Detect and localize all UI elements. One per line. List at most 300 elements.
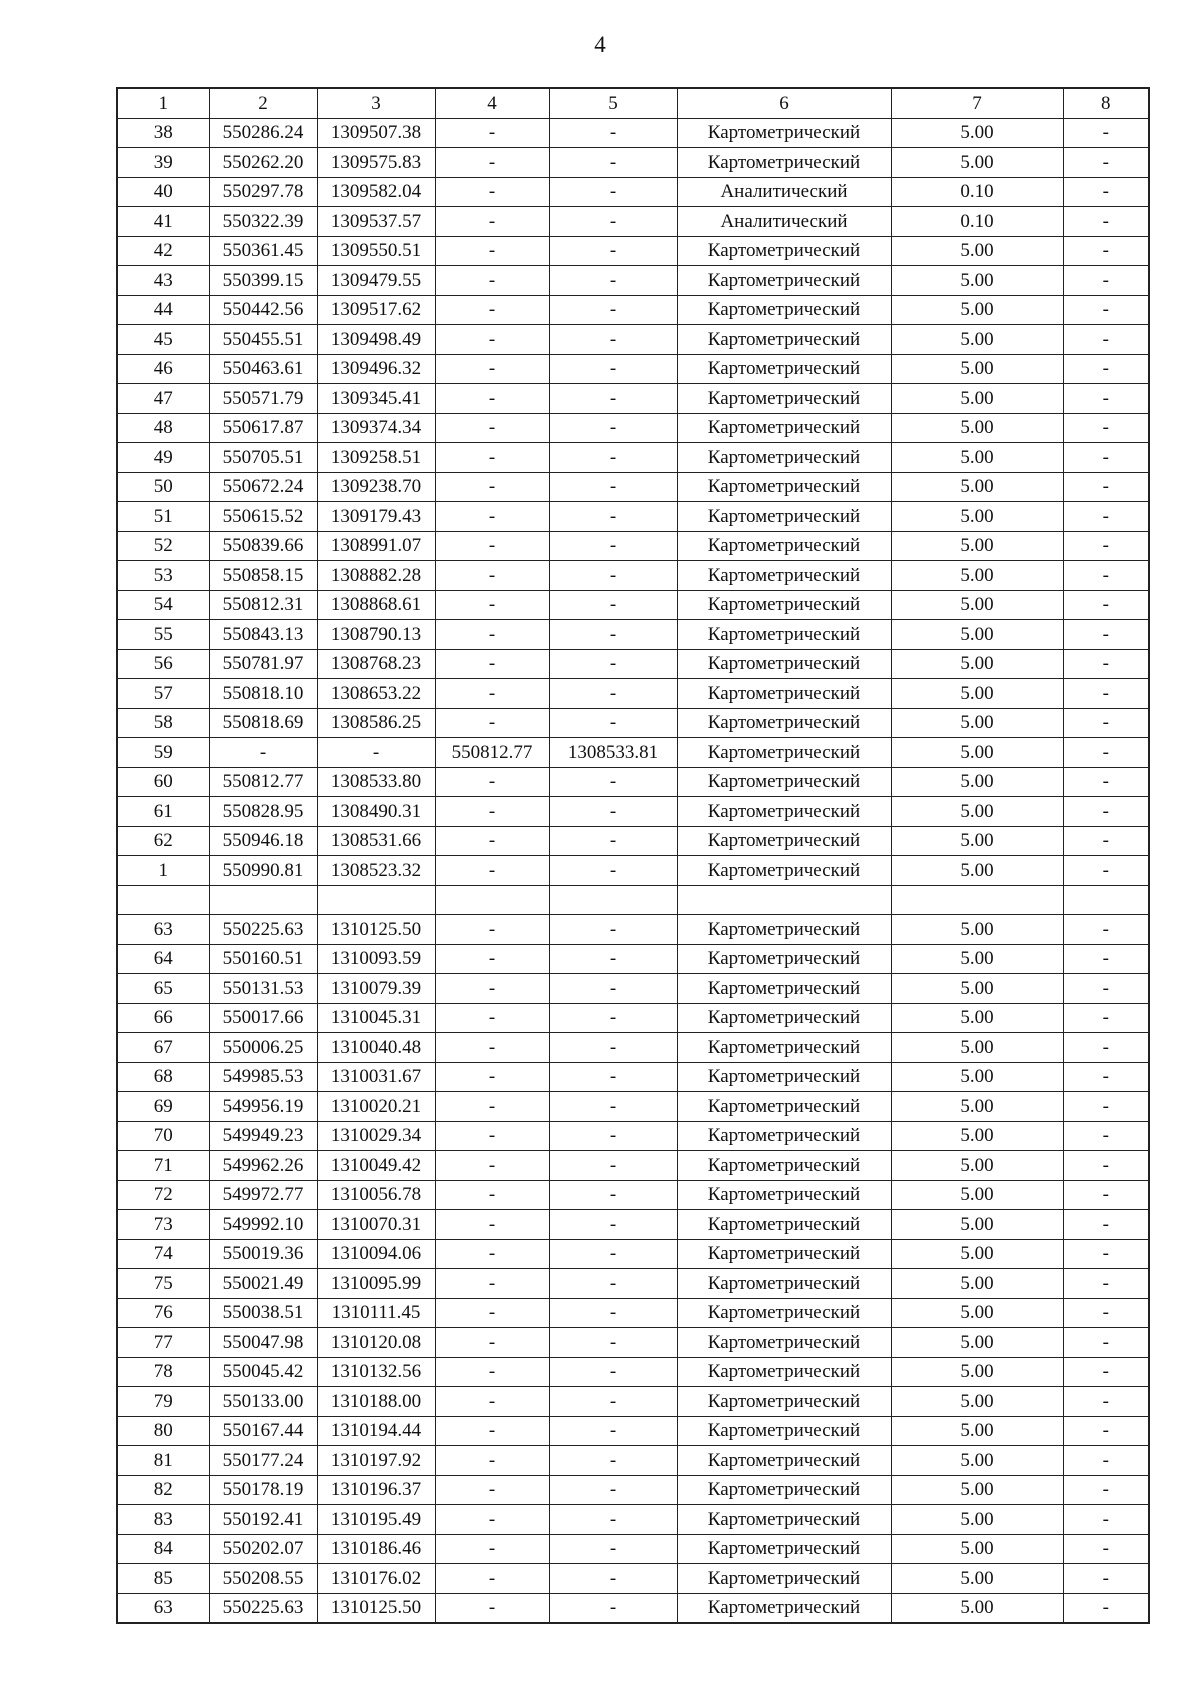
table-cell: - — [1063, 1593, 1149, 1623]
table-cell: - — [435, 1593, 549, 1623]
table-cell: 62 — [117, 826, 209, 856]
table-cell — [1063, 885, 1149, 915]
table-cell: 1309479.55 — [317, 266, 435, 296]
table-cell: 5.00 — [891, 384, 1063, 414]
table-cell: 550990.81 — [209, 856, 317, 886]
table-cell: - — [1063, 1269, 1149, 1299]
table-cell: - — [435, 974, 549, 1004]
table-cell: 550262.20 — [209, 148, 317, 178]
table-row — [117, 1003, 1149, 1033]
table-cell: 5.00 — [891, 1003, 1063, 1033]
table-cell: - — [549, 443, 677, 473]
table-row — [117, 826, 1149, 856]
table-row — [117, 738, 1149, 768]
table-cell: 43 — [117, 266, 209, 296]
table-row — [117, 1298, 1149, 1328]
table-cell: - — [1063, 1062, 1149, 1092]
table-cell: - — [435, 620, 549, 650]
table-cell: - — [1063, 561, 1149, 591]
table-row — [117, 1151, 1149, 1181]
table-cell: Картометрический — [677, 443, 891, 473]
table-cell: - — [549, 531, 677, 561]
table-cell: - — [435, 118, 549, 148]
table-cell: 1308653.22 — [317, 679, 435, 709]
table-cell: Картометрический — [677, 1003, 891, 1033]
table-cell: 550047.98 — [209, 1328, 317, 1358]
table-cell: 550322.39 — [209, 207, 317, 237]
table-cell: - — [549, 1269, 677, 1299]
table-cell: 79 — [117, 1387, 209, 1417]
page-number: 4 — [594, 32, 606, 57]
table-cell: 65 — [117, 974, 209, 1004]
table-cell: - — [317, 738, 435, 768]
table-cell: 64 — [117, 944, 209, 974]
table-cell: - — [435, 1505, 549, 1535]
table-cell: - — [1063, 1387, 1149, 1417]
table-cell: Картометрический — [677, 1092, 891, 1122]
table-cell: - — [549, 1446, 677, 1476]
table-cell: - — [1063, 679, 1149, 709]
table-cell: 70 — [117, 1121, 209, 1151]
table-cell: 42 — [117, 236, 209, 266]
table-body — [117, 118, 1149, 1623]
table-cell: 1309575.83 — [317, 148, 435, 178]
table-cell: Картометрический — [677, 148, 891, 178]
table-row — [117, 384, 1149, 414]
table-cell: 5.00 — [891, 1416, 1063, 1446]
table-cell: 5.00 — [891, 649, 1063, 679]
table-row — [117, 1505, 1149, 1535]
table-cell: Картометрический — [677, 649, 891, 679]
table-cell: 1310045.31 — [317, 1003, 435, 1033]
table-cell: 5.00 — [891, 1564, 1063, 1594]
table-cell: 550178.19 — [209, 1475, 317, 1505]
table-cell: - — [435, 413, 549, 443]
table-cell: - — [435, 1062, 549, 1092]
table-cell: - — [435, 1210, 549, 1240]
table-cell: - — [1063, 1416, 1149, 1446]
table-row — [117, 1564, 1149, 1594]
table-row — [117, 148, 1149, 178]
table-row — [117, 531, 1149, 561]
table-row — [117, 1534, 1149, 1564]
table-cell: 5.00 — [891, 1180, 1063, 1210]
table-cell: 5.00 — [891, 1092, 1063, 1122]
table-row — [117, 177, 1149, 207]
table-cell: - — [1063, 1564, 1149, 1594]
table-cell: - — [435, 1239, 549, 1269]
table-cell: 5.00 — [891, 502, 1063, 532]
table-cell: 549949.23 — [209, 1121, 317, 1151]
table-cell: Картометрический — [677, 531, 891, 561]
table-cell: 5.00 — [891, 1151, 1063, 1181]
table-row — [117, 354, 1149, 384]
table-row — [117, 797, 1149, 827]
table-cell: 5.00 — [891, 1505, 1063, 1535]
table-cell: 5.00 — [891, 148, 1063, 178]
table-cell: 39 — [117, 148, 209, 178]
table-row — [117, 708, 1149, 738]
table-cell: - — [1063, 531, 1149, 561]
table-cell: - — [549, 944, 677, 974]
table-cell: Картометрический — [677, 679, 891, 709]
table-cell: 5.00 — [891, 856, 1063, 886]
column-header-3: 3 — [317, 88, 435, 118]
table-cell: - — [1063, 1210, 1149, 1240]
table-row — [117, 856, 1149, 886]
table-cell: 550571.79 — [209, 384, 317, 414]
table-cell: - — [435, 177, 549, 207]
table-cell: - — [435, 590, 549, 620]
table-cell: Картометрический — [677, 1357, 891, 1387]
table-cell: 1310197.92 — [317, 1446, 435, 1476]
table-cell: 69 — [117, 1092, 209, 1122]
table-cell: - — [549, 649, 677, 679]
table-cell: - — [549, 590, 677, 620]
table-cell: - — [1063, 1003, 1149, 1033]
table-cell: 550946.18 — [209, 826, 317, 856]
table-cell: 52 — [117, 531, 209, 561]
table-cell: 1310186.46 — [317, 1534, 435, 1564]
table-cell: 45 — [117, 325, 209, 355]
table-cell: - — [549, 1593, 677, 1623]
table-cell: - — [1063, 354, 1149, 384]
table-cell: 550615.52 — [209, 502, 317, 532]
table-cell: - — [549, 325, 677, 355]
column-header-2: 2 — [209, 88, 317, 118]
table-cell: 550442.56 — [209, 295, 317, 325]
table-cell: - — [549, 856, 677, 886]
table-cell: 1309345.41 — [317, 384, 435, 414]
table-cell: Картометрический — [677, 1387, 891, 1417]
table-cell: 0.10 — [891, 177, 1063, 207]
table-cell: 1310031.67 — [317, 1062, 435, 1092]
table-cell: - — [549, 620, 677, 650]
table-cell: 58 — [117, 708, 209, 738]
table-cell: 1309496.32 — [317, 354, 435, 384]
table-cell: - — [549, 1062, 677, 1092]
table-cell: - — [435, 1357, 549, 1387]
table-cell: - — [1063, 1151, 1149, 1181]
table-cell: 5.00 — [891, 1475, 1063, 1505]
table-cell: - — [549, 384, 677, 414]
table-cell: 550818.10 — [209, 679, 317, 709]
table-cell: - — [549, 561, 677, 591]
table-cell: 550177.24 — [209, 1446, 317, 1476]
table-cell: 5.00 — [891, 679, 1063, 709]
table-cell: 1308790.13 — [317, 620, 435, 650]
table-cell: Картометрический — [677, 384, 891, 414]
table-cell: 550286.24 — [209, 118, 317, 148]
table-cell: 5.00 — [891, 708, 1063, 738]
table-cell: 1310176.02 — [317, 1564, 435, 1594]
table-cell: - — [1063, 384, 1149, 414]
table-cell: Картометрический — [677, 826, 891, 856]
table-cell: - — [435, 148, 549, 178]
table-cell: 550839.66 — [209, 531, 317, 561]
table-cell: 5.00 — [891, 738, 1063, 768]
table-cell: - — [549, 413, 677, 443]
table-cell: 50 — [117, 472, 209, 502]
table-cell: 1310056.78 — [317, 1180, 435, 1210]
table-cell: 41 — [117, 207, 209, 237]
table-cell: - — [549, 1003, 677, 1033]
table-cell: Картометрический — [677, 1239, 891, 1269]
table-cell: 549985.53 — [209, 1062, 317, 1092]
table-cell: - — [1063, 1357, 1149, 1387]
table-cell: 61 — [117, 797, 209, 827]
table-cell: - — [549, 1092, 677, 1122]
table-cell: Картометрический — [677, 590, 891, 620]
table-cell: - — [1063, 944, 1149, 974]
table-cell: 550818.69 — [209, 708, 317, 738]
table-cell: 5.00 — [891, 1328, 1063, 1358]
table-cell: Картометрический — [677, 1534, 891, 1564]
table-cell: 1308991.07 — [317, 531, 435, 561]
table-cell: 57 — [117, 679, 209, 709]
table-cell: - — [1063, 118, 1149, 148]
table-cell: - — [435, 266, 549, 296]
table-cell: - — [1063, 649, 1149, 679]
table-cell: 550133.00 — [209, 1387, 317, 1417]
table-cell: 5.00 — [891, 826, 1063, 856]
table-cell: - — [435, 295, 549, 325]
table-cell: 1310195.49 — [317, 1505, 435, 1535]
table-cell: 75 — [117, 1269, 209, 1299]
table-cell: 5.00 — [891, 767, 1063, 797]
table-cell: - — [435, 1534, 549, 1564]
table-cell: 1310070.31 — [317, 1210, 435, 1240]
table-cell: 5.00 — [891, 944, 1063, 974]
table-cell: Картометрический — [677, 738, 891, 768]
table-cell: Картометрический — [677, 1328, 891, 1358]
table-cell: 1309258.51 — [317, 443, 435, 473]
table-cell: 1310095.99 — [317, 1269, 435, 1299]
table-row — [117, 679, 1149, 709]
table-cell: - — [209, 738, 317, 768]
table-cell: 1310125.50 — [317, 1593, 435, 1623]
table-cell: 1308586.25 — [317, 708, 435, 738]
table-cell: - — [435, 679, 549, 709]
table-row — [117, 885, 1149, 915]
table-cell: - — [549, 1298, 677, 1328]
table-cell: 550225.63 — [209, 915, 317, 945]
table-cell: 5.00 — [891, 1387, 1063, 1417]
table-cell: 550399.15 — [209, 266, 317, 296]
table-cell: 549972.77 — [209, 1180, 317, 1210]
table-row — [117, 1328, 1149, 1358]
table-cell: 1308533.80 — [317, 767, 435, 797]
table-cell: - — [435, 1269, 549, 1299]
table-cell: - — [1063, 295, 1149, 325]
table-cell: - — [549, 1180, 677, 1210]
table-cell: - — [549, 354, 677, 384]
coordinates-table — [116, 87, 1150, 1624]
table-cell: Картометрический — [677, 295, 891, 325]
table-cell: 550361.45 — [209, 236, 317, 266]
table-cell: 5.00 — [891, 1033, 1063, 1063]
table-cell: 550617.87 — [209, 413, 317, 443]
table-cell: - — [435, 561, 549, 591]
table-cell: Картометрический — [677, 325, 891, 355]
table-row — [117, 1121, 1149, 1151]
table-cell: 78 — [117, 1357, 209, 1387]
table-cell: Картометрический — [677, 502, 891, 532]
table-cell: 1308531.66 — [317, 826, 435, 856]
table-cell: - — [1063, 767, 1149, 797]
table-cell: Картометрический — [677, 1564, 891, 1594]
table-row — [117, 590, 1149, 620]
table-cell: - — [549, 708, 677, 738]
table-cell: 1309537.57 — [317, 207, 435, 237]
table-cell: Картометрический — [677, 856, 891, 886]
table-cell: 549962.26 — [209, 1151, 317, 1181]
table-cell: 1309582.04 — [317, 177, 435, 207]
table-cell: - — [435, 207, 549, 237]
table-cell: - — [549, 118, 677, 148]
table-cell: 5.00 — [891, 1062, 1063, 1092]
table-cell: 5.00 — [891, 443, 1063, 473]
table-cell: 5.00 — [891, 620, 1063, 650]
table-cell: - — [435, 915, 549, 945]
table-cell: Картометрический — [677, 1121, 891, 1151]
table-cell: - — [435, 767, 549, 797]
table-cell: - — [1063, 620, 1149, 650]
column-header-7: 7 — [891, 88, 1063, 118]
table-cell: Картометрический — [677, 236, 891, 266]
table-cell: - — [549, 1151, 677, 1181]
table-cell: - — [1063, 502, 1149, 532]
table-cell: Аналитический — [677, 207, 891, 237]
table-row — [117, 915, 1149, 945]
table-cell: - — [549, 266, 677, 296]
table-row — [117, 649, 1149, 679]
table-cell: 5.00 — [891, 354, 1063, 384]
table-cell: 1309374.34 — [317, 413, 435, 443]
table-cell: - — [435, 384, 549, 414]
table-cell: - — [435, 1328, 549, 1358]
table-cell: 5.00 — [891, 531, 1063, 561]
table-cell: - — [435, 472, 549, 502]
table-cell: - — [435, 826, 549, 856]
table-cell: - — [549, 1357, 677, 1387]
table-cell: - — [1063, 1534, 1149, 1564]
table-cell: 80 — [117, 1416, 209, 1446]
table-cell: - — [549, 1475, 677, 1505]
table-cell: - — [435, 354, 549, 384]
table-cell: - — [549, 1121, 677, 1151]
table-cell: Картометрический — [677, 1446, 891, 1476]
table-cell: 46 — [117, 354, 209, 384]
table-cell: 71 — [117, 1151, 209, 1181]
table-row — [117, 472, 1149, 502]
table-cell: 550858.15 — [209, 561, 317, 591]
table-cell: 1310094.06 — [317, 1239, 435, 1269]
table-cell: 1310132.56 — [317, 1357, 435, 1387]
table-cell: - — [435, 1121, 549, 1151]
table-cell: - — [435, 649, 549, 679]
table-cell: 1310029.34 — [317, 1121, 435, 1151]
table-cell: - — [549, 1564, 677, 1594]
table-cell: - — [1063, 1505, 1149, 1535]
table-cell: - — [435, 1151, 549, 1181]
table-cell: 59 — [117, 738, 209, 768]
table-cell: 1310125.50 — [317, 915, 435, 945]
table-cell: - — [435, 856, 549, 886]
table-cell: 1310049.42 — [317, 1151, 435, 1181]
table-cell: 68 — [117, 1062, 209, 1092]
table-cell: Картометрический — [677, 1475, 891, 1505]
table-cell: 550781.97 — [209, 649, 317, 679]
table-cell: 56 — [117, 649, 209, 679]
table-cell: 550297.78 — [209, 177, 317, 207]
table-cell: - — [1063, 1180, 1149, 1210]
table-cell: 550225.63 — [209, 1593, 317, 1623]
table-cell: 84 — [117, 1534, 209, 1564]
table-cell: Картометрический — [677, 620, 891, 650]
table-cell: Картометрический — [677, 767, 891, 797]
table-cell — [435, 885, 549, 915]
table-cell: 5.00 — [891, 590, 1063, 620]
table-cell: 550705.51 — [209, 443, 317, 473]
table-cell: 1309550.51 — [317, 236, 435, 266]
table-cell: 5.00 — [891, 325, 1063, 355]
table-cell: 550812.31 — [209, 590, 317, 620]
table-cell: - — [549, 472, 677, 502]
table-cell: 1308768.23 — [317, 649, 435, 679]
table-cell: Картометрический — [677, 1062, 891, 1092]
table-cell: - — [549, 1033, 677, 1063]
table-row — [117, 1092, 1149, 1122]
table-cell: Картометрический — [677, 708, 891, 738]
table-cell: - — [435, 1033, 549, 1063]
table-cell: 1310196.37 — [317, 1475, 435, 1505]
table-cell: 5.00 — [891, 1298, 1063, 1328]
table-row — [117, 1239, 1149, 1269]
table-cell: - — [1063, 325, 1149, 355]
table-cell: 66 — [117, 1003, 209, 1033]
table-cell: 550017.66 — [209, 1003, 317, 1033]
table-row — [117, 620, 1149, 650]
table-cell: 549956.19 — [209, 1092, 317, 1122]
table-cell: 48 — [117, 413, 209, 443]
table-row — [117, 1593, 1149, 1623]
table-cell: 5.00 — [891, 1357, 1063, 1387]
table-row — [117, 1416, 1149, 1446]
table-cell: Картометрический — [677, 1416, 891, 1446]
table-cell: - — [1063, 708, 1149, 738]
table-cell: 1309498.49 — [317, 325, 435, 355]
table-cell: 550812.77 — [435, 738, 549, 768]
table-cell: - — [1063, 915, 1149, 945]
table-cell: - — [1063, 1033, 1149, 1063]
table-cell: 0.10 — [891, 207, 1063, 237]
table-cell: 5.00 — [891, 561, 1063, 591]
table-cell: 5.00 — [891, 974, 1063, 1004]
table-cell: 550672.24 — [209, 472, 317, 502]
table-cell: 51 — [117, 502, 209, 532]
table-row — [117, 1357, 1149, 1387]
table-cell: 74 — [117, 1239, 209, 1269]
table-cell: - — [435, 1564, 549, 1594]
table-cell: 1308523.32 — [317, 856, 435, 886]
table-cell: Картометрический — [677, 944, 891, 974]
table-cell: - — [435, 1446, 549, 1476]
table-row — [117, 1387, 1149, 1417]
table-cell: - — [549, 177, 677, 207]
table-cell: 76 — [117, 1298, 209, 1328]
table-cell: 5.00 — [891, 1269, 1063, 1299]
